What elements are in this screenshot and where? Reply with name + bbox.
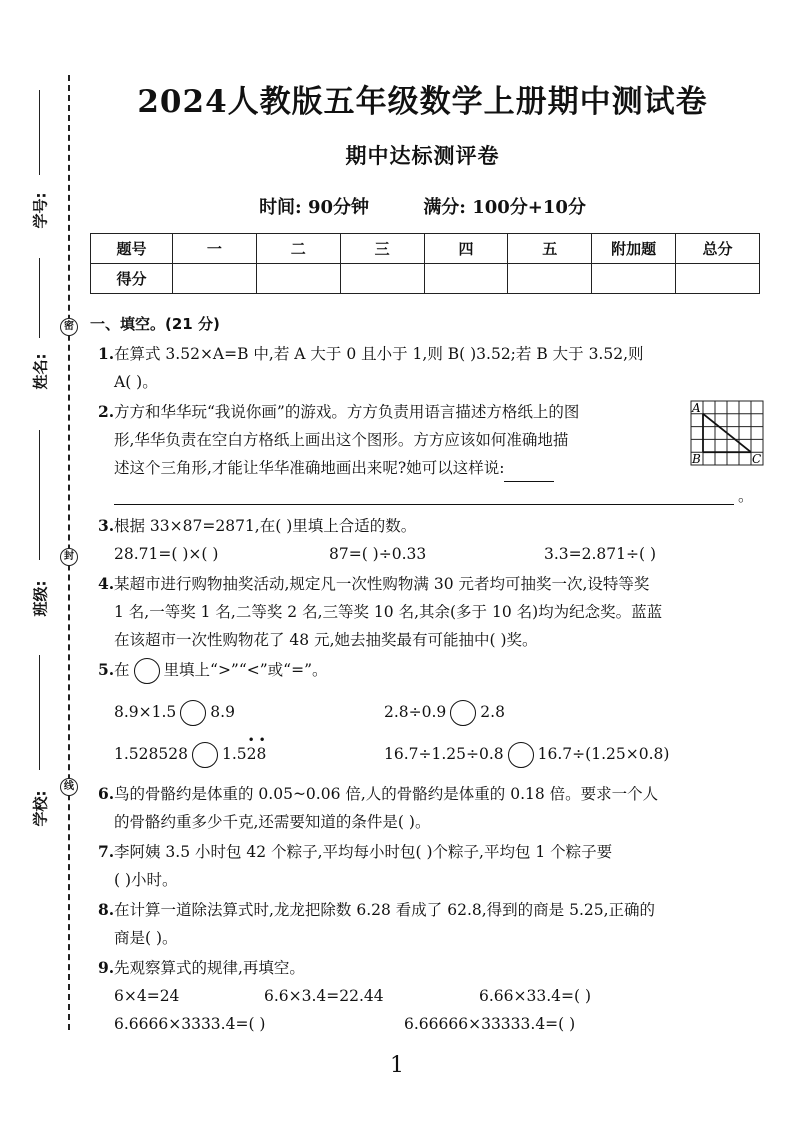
- seal-mark: 封: [60, 548, 78, 566]
- question-text: [114, 454, 678, 482]
- exam-info: [95, 193, 750, 219]
- question-3: [88, 512, 768, 568]
- table-header-cell: 三: [340, 234, 424, 264]
- expression: 16.7÷(1.25×0.8): [537, 745, 670, 763]
- question-number: 5.: [98, 660, 115, 679]
- repeating-decimal: • • 28: [247, 740, 267, 768]
- expression: 2.8÷0.9: [384, 703, 447, 721]
- binding-margin: [0, 0, 90, 1124]
- question-4: [88, 570, 768, 654]
- class-line: [39, 430, 40, 560]
- answer-blank[interactable]: [504, 463, 554, 482]
- score-cell[interactable]: [173, 264, 257, 294]
- vertex-label: C: [752, 452, 762, 466]
- table-row-label: 得分: [91, 264, 173, 294]
- question-content: [88, 310, 768, 1038]
- question-number: 4.: [98, 574, 115, 593]
- subquestion-row: [114, 982, 768, 1010]
- table-row: [91, 234, 760, 264]
- subquestion: [114, 733, 384, 768]
- subquestion: 6.6666×3333.4=( ): [114, 1015, 266, 1033]
- question-number: 9.: [98, 958, 115, 977]
- subquestion: [384, 698, 505, 726]
- question-text-part: 述这个三角形,才能让华华准确地画出来呢?她可以这样说:: [114, 459, 505, 477]
- subquestion: [114, 698, 384, 726]
- table-header-cell: 附加题: [592, 234, 676, 264]
- page-number: 1: [390, 1053, 404, 1078]
- score-cell[interactable]: [256, 264, 340, 294]
- expression: 28: [246, 745, 267, 763]
- triangle-grid-figure: [690, 400, 764, 466]
- question-text: 商是( )。: [114, 929, 178, 947]
- score-cell[interactable]: [424, 264, 508, 294]
- subquestion: 3.3=2.871÷( ): [544, 545, 657, 563]
- question-text: ( )小时。: [114, 871, 178, 889]
- name-label: 姓名:: [31, 353, 50, 390]
- compare-circle[interactable]: [450, 700, 476, 726]
- subquestion: [384, 740, 669, 768]
- page-subtitle: 期中达标测评卷: [345, 143, 500, 168]
- answer-blank[interactable]: [114, 482, 734, 505]
- question-text: 某超市进行购物抽奖活动,规定凡一次性购物满 30 元者均可抽奖一次,设特等奖: [114, 575, 650, 593]
- subquestion: 6.6×3.4=22.44: [264, 987, 384, 1005]
- page-title: 2024人教版五年级数学上册期中测试卷: [137, 84, 708, 120]
- question-text: [114, 656, 768, 684]
- question-2: [88, 398, 768, 482]
- question-text: 1 名,一等奖 1 名,二等奖 2 名,三等奖 10 名,其余(多于 10 名)均为纪念奖。蓝蓝: [114, 603, 663, 621]
- school-label: 学校:: [31, 790, 50, 827]
- score-table: [90, 233, 760, 294]
- section-title: 一、填空。(21 分): [90, 315, 220, 333]
- subquestion-row: [114, 1010, 768, 1038]
- question-number: 7.: [98, 842, 115, 861]
- expression: 8.9: [210, 703, 235, 721]
- subquestion: 6×4=24: [114, 987, 180, 1005]
- exam-time: 时间: 90分钟: [259, 197, 370, 218]
- compare-circle: [134, 658, 160, 684]
- table-header-cell: 四: [424, 234, 508, 264]
- vertex-label: A: [692, 401, 701, 415]
- subquestion: 28.71=( )×( ): [114, 545, 219, 563]
- subquestion-row: [114, 733, 768, 768]
- table-header-cell: 五: [508, 234, 592, 264]
- question-text: 的骨骼约重多少千克,还需要知道的条件是( )。: [114, 813, 431, 831]
- compare-circle[interactable]: [180, 700, 206, 726]
- student-id-line: [39, 90, 40, 175]
- score-cell[interactable]: [508, 264, 592, 294]
- table-row: [91, 264, 760, 294]
- question-6: [88, 780, 768, 836]
- expression: 16.7÷1.25÷0.8: [384, 745, 504, 763]
- question-text: 在算式 3.52×A=B 中,若 A 大于 0 且小于 1,则 B( )3.52;若 B 大于 3.52,则: [114, 345, 644, 363]
- table-header-cell: 总分: [676, 234, 760, 264]
- expression: 2.8: [480, 703, 505, 721]
- question-9: [88, 954, 768, 1038]
- school-line: [39, 655, 40, 770]
- question-number: 1.: [98, 344, 115, 363]
- period: 。: [738, 487, 754, 505]
- subquestion: 87=( )÷0.33: [329, 545, 427, 563]
- table-header-cell: 题号: [91, 234, 173, 264]
- question-8: [88, 896, 768, 952]
- question-text: 根据 33×87=2871,在( )里填上合适的数。: [114, 517, 417, 535]
- score-cell[interactable]: [592, 264, 676, 294]
- class-label: 班级:: [31, 580, 50, 617]
- student-id-label: 学号:: [31, 192, 50, 229]
- question-number: 2.: [98, 402, 115, 421]
- question-text: 在该超市一次性购物花了 48 元,她去抽奖最有可能抽中( )奖。: [114, 631, 538, 649]
- question-text: 鸟的骨骼约是体重的 0.05~0.06 倍,人的骨骼约是体重的 0.18 倍。要求一个人: [114, 785, 659, 803]
- exam-full-score: 满分: 100分+10分: [423, 197, 586, 218]
- table-header-cell: 一: [173, 234, 257, 264]
- question-text: 形,华华负责在空白方格纸上画出这个图形。方方应该如何准确地描: [114, 431, 569, 449]
- question-text: 李阿姨 3.5 小时包 42 个粽子,平均每小时包( )个粽子,平均包 1 个粽子要: [114, 843, 613, 861]
- question-5: [88, 656, 768, 768]
- question-number: 6.: [98, 784, 115, 803]
- question-text: 先观察算式的规律,再填空。: [114, 959, 305, 977]
- table-header-cell: 二: [256, 234, 340, 264]
- question-number: 3.: [98, 516, 115, 535]
- question-text: 在计算一道除法算式时,龙龙把除数 6.28 看成了 62.8,得到的商是 5.25,正确的: [114, 901, 656, 919]
- seal-mark: 密: [60, 318, 78, 336]
- name-line: [39, 258, 40, 338]
- question-number: 8.: [98, 900, 115, 919]
- subquestion: 6.66666×33333.4=( ): [404, 1015, 576, 1033]
- question-1: [88, 340, 768, 396]
- compare-circle[interactable]: [508, 742, 534, 768]
- score-cell[interactable]: [340, 264, 424, 294]
- compare-circle[interactable]: [192, 742, 218, 768]
- expression: 1.528528: [114, 745, 188, 763]
- subquestion-row: [114, 698, 768, 726]
- expression: 8.9×1.5: [114, 703, 177, 721]
- question-text: 方方和华华玩“我说你画”的游戏。方方负责用语言描述方格纸上的图: [114, 403, 580, 421]
- question-text-part: 在: [114, 661, 130, 679]
- subquestion-row: [114, 540, 768, 568]
- subquestion: 6.66×33.4=( ): [479, 987, 592, 1005]
- vertex-label: B: [692, 452, 701, 466]
- score-cell[interactable]: [676, 264, 760, 294]
- expression: 1.5: [221, 745, 247, 763]
- q2-answer-line: [88, 482, 768, 510]
- question-7: [88, 838, 768, 894]
- question-text-part: 里填上“>”“<”或“=”。: [163, 661, 328, 679]
- question-text: A( )。: [114, 373, 158, 391]
- seal-mark: 线: [60, 778, 78, 796]
